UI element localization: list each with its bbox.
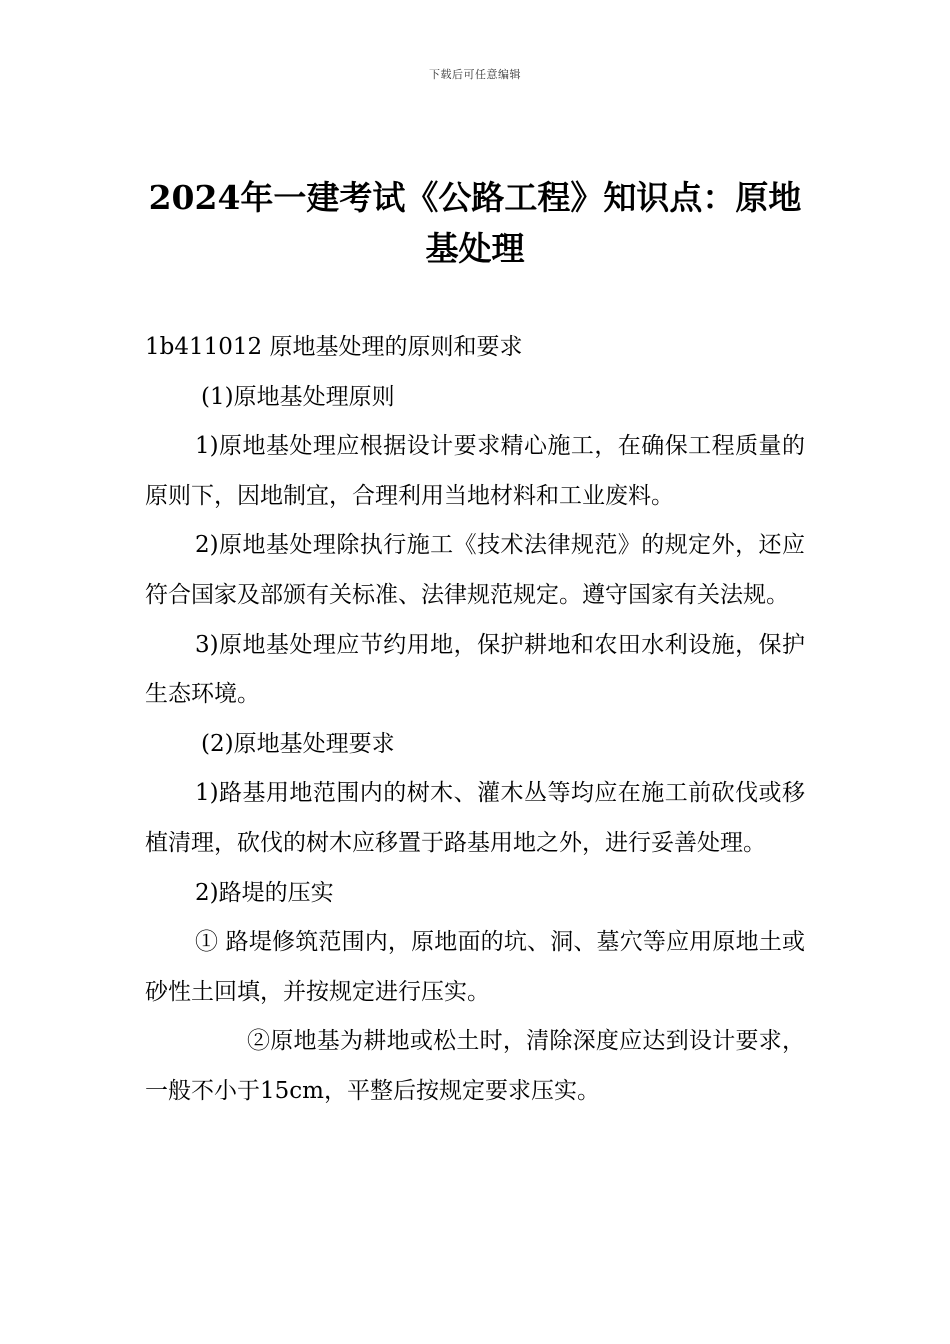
requirement-subitem-1: ① 路堤修筑范围内，原地面的坑、洞、墓穴等应用原地土或砂性土回填，并按规定进行压实。 xyxy=(145,929,805,1005)
subheading-principles: (1)原地基处理原则 xyxy=(201,383,395,410)
principle-item-1: 1)原地基处理应根据设计要求精心施工，在确保工程质量的原则下，因地制宜，合理利用当地材料和工业废料。 xyxy=(145,433,805,509)
requirement-subitem-2: ②原地基为耕地或松土时，清除深度应达到设计要求，一般不小于15cm，平整后按规定要求压实。 xyxy=(145,1028,805,1104)
header-note: 下载后可任意编辑 xyxy=(429,68,521,81)
subheading-requirements: (2)原地基处理要求 xyxy=(201,730,395,757)
document-body xyxy=(145,323,805,1117)
requirement-item-2: 2)路堤的压实 xyxy=(195,879,334,906)
principle-item-2: 2)原地基处理除执行施工《技术法律规范》的规定外，还应符合国家及部颁有关标准、法律规范规定。遵守国家有关法规。 xyxy=(145,532,805,608)
section-code-heading: 1b411012 原地基处理的原则和要求 xyxy=(145,334,523,360)
principle-item-3: 3)原地基处理应节约用地，保护耕地和农田水利设施，保护生态环境。 xyxy=(145,631,805,708)
requirement-item-1: 1)路基用地范围内的树木、灌木丛等均应在施工前砍伐或移植清理，砍伐的树木应移置于路基用地之外，进行妥善处理。 xyxy=(145,780,805,856)
page-title: 2024年一建考试《公路工程》知识点：原地基处理 xyxy=(148,178,802,268)
